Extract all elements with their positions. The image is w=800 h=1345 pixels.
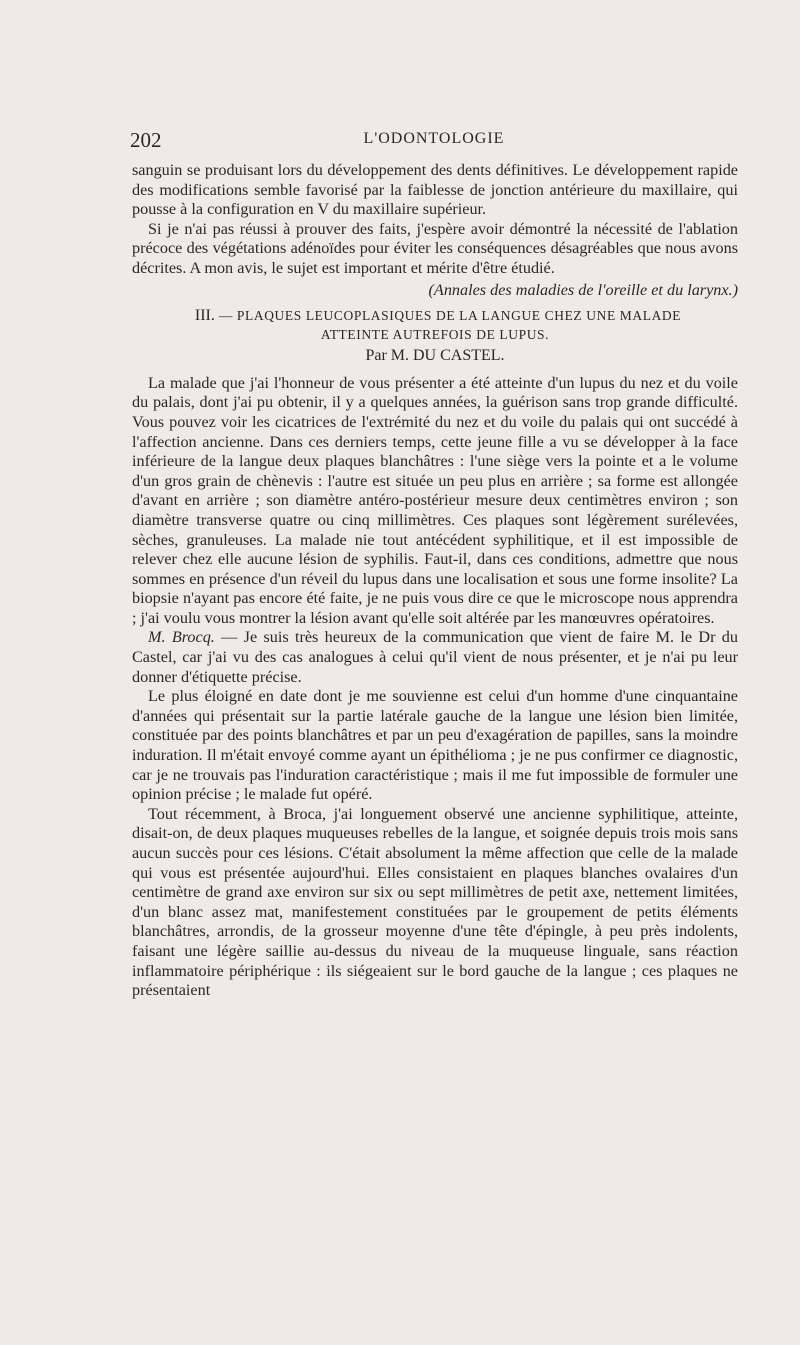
section-heading [132, 306, 738, 344]
speaker-text: — Je suis très heureux de la communication que vient de faire M. le Dr du Castel, car j'ai vu des cas analogues à celui qu'il vient de nous présenter, et je n'ai pu leur donner d'étiquette précise. [132, 628, 738, 686]
section-heading-line-1 [132, 306, 738, 325]
page-header [130, 128, 738, 158]
speaker-name: M. Brocq. [148, 628, 215, 647]
section-paragraph-2 [132, 628, 738, 687]
section-paragraph-1: La malade que j'ai l'honneur de vous présenter a été atteinte d'un lupus du nez et du voile du palais, dont j'ai pu obtenir, il y a quelques années, la guérison sans trop grande difficulté. Vous pouvez voir les cicatrices de l'extrémité du nez et du voile du palais qui ont succédé à l'affection ancienne. Dans ces derniers temps, cette jeune fille a vu se développer à la face inférieure de la langue deux plaques blanchâtres : l'une siège vers la pointe et a le volume d'un gros grain de chènevis : l'autre est située un peu plus en arrière ; sa forme est allongée d'avant en arrière ; son diamètre antéro-postérieur mesure deux centimètres environ ; son diamètre transverse quatre ou cinq millimètres. Ces plaques sont légèrement surélevées, sèches, granuleuses. La malade nie tout antécédent syphilitique, et il est impossible de relever chez elle aucune lésion de syphilis. Faut-il, dans ces conditions, admettre que nous sommes en présence d'un réveil du lupus dans une localisation et sous une forme insolite? La biopsie n'ayant pas encore été faite, je ne puis vous dire ce que le microscope nous apprendra ; j'ai voulu vous montrer la lésion avant qu'elle soit altérée par les manœuvres opératoires. [132, 373, 738, 627]
running-title: L'ODONTOLOGIE [363, 130, 505, 147]
intro-paragraph: sanguin se produisant lors du développement des dents définitives. Le développement rapide des modifications semble favorisé par la faiblesse de jonction antérieure du maxillaire, qui pousse à la configuration en V du maxillaire supérieur. [132, 161, 738, 219]
section-paragraph-4: Tout récemment, à Broca, j'ai longuement observé une ancienne syphilitique, atteinte, disait-on, de deux plaques muqueuses rebelles de la langue, et soignée depuis trois mois sans aucun succès pour ces lésions. C'était absolument la même affection que celle de la malade qui vous est présentée aujourd'hui. Elles consistaient en plaques blanches ovalaires d'un centimètre de grand axe environ sur six ou sept millimètres de petit axe, nettement limitées, d'un blanc assez mat, manifestement constituées par le groupement de petits éléments blanchâtres, arrondis, de la grosseur moyenne d'une tête d'épingle, à peu près indolents, faisant une légère saillie au-dessus du niveau de la muqueuse linguale, sans réaction inflammatoire périphérique : ils siégeaient sur le bord gauche de la langue ; ces plaques ne présentaient [132, 804, 738, 1000]
section-number: III. [194, 307, 215, 325]
page-number: 202 [130, 128, 162, 152]
page-body [132, 161, 738, 1001]
source-citation: (Annales des maladies de l'oreille et du larynx.) [428, 280, 738, 299]
section-author: Par M. DU CASTEL. [365, 347, 505, 365]
section-title-line-1: — PLAQUES LEUCOPLASIQUES DE LA LANGUE CHEZ UNE MALADE [218, 308, 682, 324]
section-paragraph-3: Le plus éloigné en date dont je me souvienne est celui d'un homme d'une cinquantaine d'années qui présentait sur la partie latérale gauche de la langue une lésion bien limitée, constituée par des points blanchâtres et par un peu d'exagération de papilles, sans la moindre induration. Il m'était envoyé comme ayant un épithélioma ; je ne pus confirmer ce diagnostic, car je ne trouvais pas l'induration caractéristique ; mais il me fut impossible de formuler une opinion précise ; le malade fut opéré. [132, 687, 738, 804]
body-paragraph: Si je n'ai pas réussi à prouver des faits, j'espère avoir démontré la nécessité de l'ablation précoce des végétations adénoïdes pour éviter les conséquences désagréables que nous avons décrites. A mon avis, le sujet est important et mérite d'être étudié. [132, 219, 738, 277]
section-title-line-2: ATTEINTE AUTREFOIS DE LUPUS. [320, 327, 550, 343]
